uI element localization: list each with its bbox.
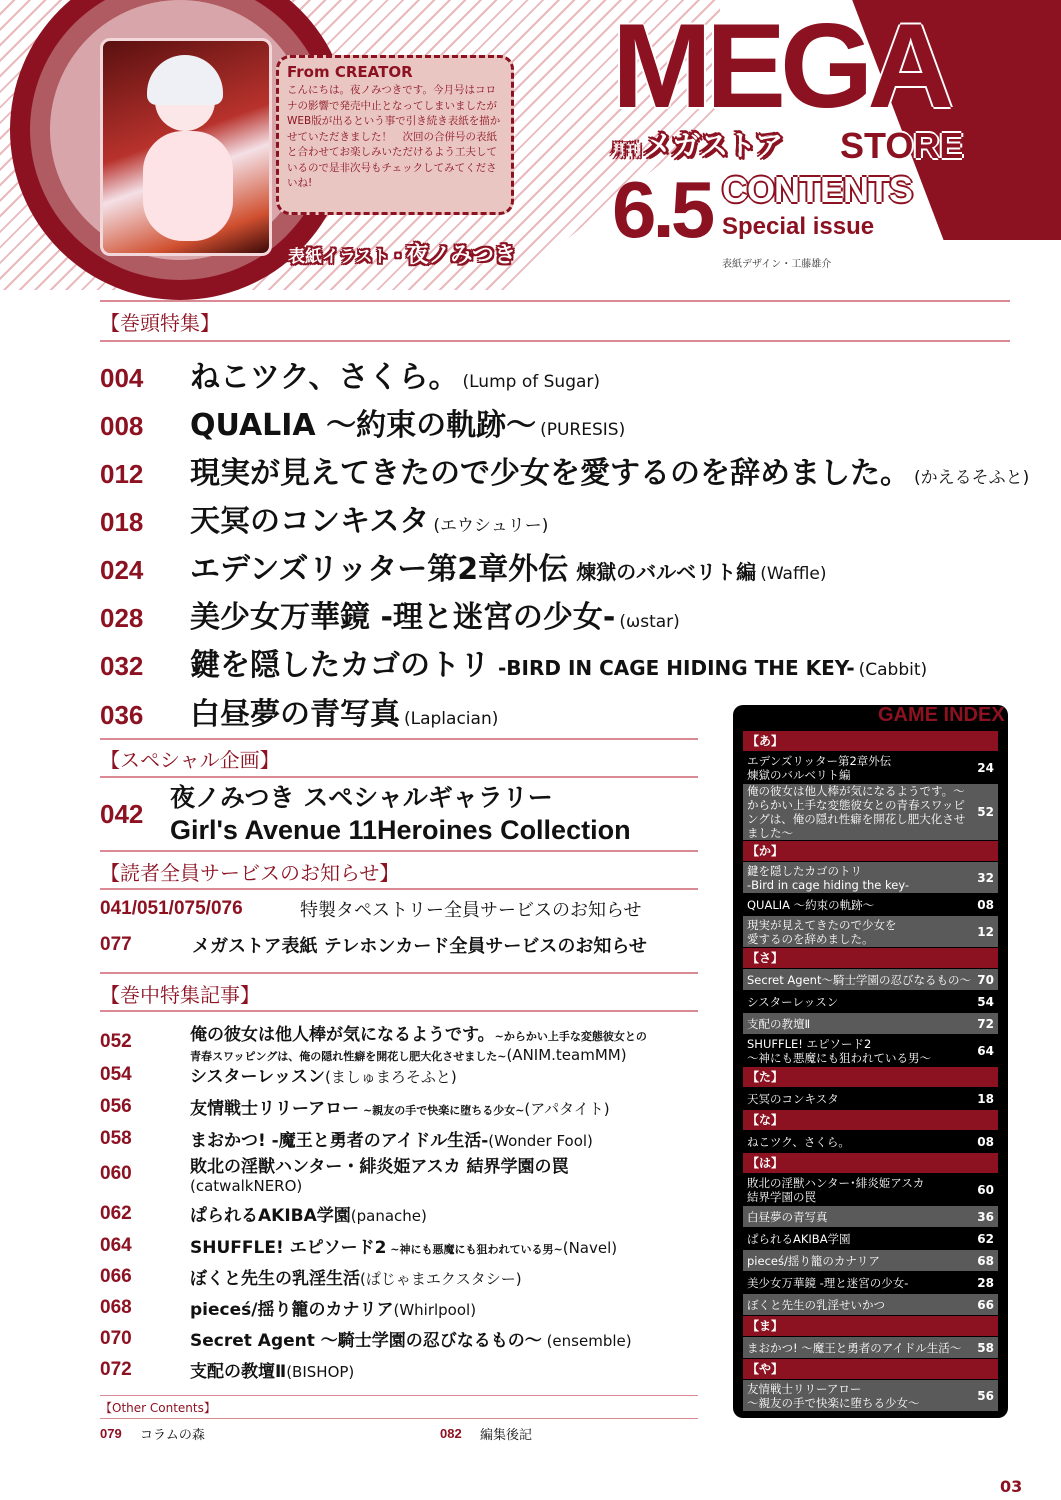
game-index-row[interactable] xyxy=(743,1337,998,1359)
article-line xyxy=(190,1295,476,1320)
brand-name: (BISHOP) xyxy=(286,1363,355,1381)
page-number: 042 xyxy=(100,798,144,829)
divider xyxy=(100,972,698,974)
index-letter-header: 【さ】 xyxy=(743,948,998,969)
page-number: 028 xyxy=(100,603,144,633)
article-text xyxy=(190,1295,476,1320)
page-number: 054 xyxy=(100,1063,132,1085)
content-title: 編集後記 xyxy=(480,1428,533,1443)
page-number: 077 xyxy=(100,934,132,955)
article-title: 敗北の淫獣ハンター・緋炎姫アスカ 結界学園の罠 xyxy=(190,1157,569,1177)
mid-article-item[interactable] xyxy=(100,1126,593,1151)
featured-item[interactable] xyxy=(100,544,827,588)
article-text xyxy=(190,1094,610,1119)
contents-title: CONTENTS xyxy=(722,169,912,210)
game-index-row[interactable] xyxy=(743,862,998,894)
index-letter-header: 【や】 xyxy=(743,1359,998,1380)
brand-name: (Laplacian) xyxy=(404,709,499,729)
article-subtitle-line2: 青春スワッピングは、俺の隠れ性癖を開花し肥大化させました~ xyxy=(190,1050,507,1063)
game-index-panel xyxy=(733,705,1008,1418)
article-title: 鍵を隠したカゴのトリ xyxy=(190,648,490,683)
game-page-number: 56 xyxy=(977,1388,994,1403)
mid-article-item[interactable] xyxy=(100,1264,522,1289)
index-letter-header: 【な】 xyxy=(743,1110,998,1131)
page-number: 012 xyxy=(100,459,144,489)
brand-name: (エウシュリー) xyxy=(433,516,549,536)
mid-article-item[interactable] xyxy=(100,1094,610,1119)
reader-service-item[interactable] xyxy=(100,896,641,922)
divider xyxy=(100,738,698,740)
other-content-item[interactable] xyxy=(440,1424,532,1443)
article-text xyxy=(190,1326,632,1351)
article-text xyxy=(190,1062,457,1087)
game-title: 白昼夢の青写真 xyxy=(747,1209,828,1224)
logo-megastore-text: メガストア xyxy=(644,129,784,162)
article-title: まおかつ! -魔王と勇者のアイドル生活- xyxy=(190,1131,489,1151)
featured-item[interactable] xyxy=(100,448,1029,492)
game-page-number: 24 xyxy=(977,760,994,775)
game-index-row[interactable] xyxy=(743,752,998,784)
game-title: 友情戦士リリーアロー ～親友の手で快楽に堕ちる少女～ xyxy=(747,1381,920,1410)
page-number: 079 xyxy=(100,1426,122,1441)
article-subtitle: ~神にも悪魔にも狙われている男~ xyxy=(386,1243,563,1256)
index-letter-header: 【は】 xyxy=(743,1153,998,1174)
game-page-number: 36 xyxy=(977,1209,994,1224)
game-title: まおかつ! ～魔王と勇者のアイドル生活～ xyxy=(747,1340,962,1355)
mid-article-item[interactable] xyxy=(100,1152,569,1195)
game-title: ぱられるAKIBA学園 xyxy=(747,1231,851,1246)
game-index-row[interactable] xyxy=(743,1088,998,1110)
article-title: 白昼夢の青写真 xyxy=(190,697,400,732)
brand-name: (ANIM.teamMM) xyxy=(506,1046,627,1064)
page-number-footer: 03 xyxy=(1000,1477,1023,1496)
credit-name: 夜ノみつき xyxy=(406,243,517,268)
article-title: 支配の教壇Ⅱ xyxy=(190,1362,287,1382)
article-line xyxy=(190,1264,522,1289)
page-number: 058 xyxy=(100,1127,132,1149)
brand-name: (Cabbit) xyxy=(858,660,928,680)
game-title: Secret Agent～騎士学園の忍びなるもの～ xyxy=(747,972,971,987)
game-page-number: 60 xyxy=(977,1182,994,1197)
divider xyxy=(100,1418,698,1419)
article-text xyxy=(190,1126,593,1151)
mid-article-item[interactable] xyxy=(100,1062,457,1087)
design-credit: 表紙デザイン・工藤雄介 xyxy=(722,259,832,270)
page-number: 004 xyxy=(100,363,144,393)
special-title-line2: Girl's Avenue 11Heroines Collection xyxy=(170,815,631,845)
mid-article-item[interactable] xyxy=(100,1201,427,1226)
article-line xyxy=(190,1020,647,1045)
game-title: シスターレッスン xyxy=(747,994,839,1009)
article-title: pieceś/揺り籠のカナリア xyxy=(190,1300,394,1320)
article-title: 友情戦士リリーアロー xyxy=(190,1099,360,1119)
game-page-number: 58 xyxy=(977,1340,994,1355)
game-page-number: 66 xyxy=(977,1297,994,1312)
article-title: エデンズリッター第2章外伝 xyxy=(190,552,569,587)
cover-illustration-credit xyxy=(288,238,516,269)
article-title: SHUFFLE! エピソード2 xyxy=(190,1238,387,1258)
brand-name: (Whirlpool) xyxy=(393,1301,477,1319)
article-text xyxy=(190,1264,522,1289)
divider xyxy=(100,300,1010,302)
game-title: pieceś/揺り籠のカナリア xyxy=(747,1253,880,1268)
mid-article-item[interactable] xyxy=(100,1020,647,1064)
article-text xyxy=(190,1152,569,1195)
game-index-title: GAME INDEX xyxy=(878,704,1005,726)
credit-label: 表紙イラスト・ xyxy=(288,247,407,267)
featured-item[interactable] xyxy=(100,400,625,444)
magazine-logo-megastore xyxy=(612,128,783,169)
game-index-row[interactable] xyxy=(743,1035,998,1067)
page-number: 064 xyxy=(100,1234,132,1256)
brand-name: (Waffle) xyxy=(760,564,827,584)
article-title: 美少女万華鏡 -理と迷宮の少女- xyxy=(190,600,616,635)
featured-item[interactable] xyxy=(100,352,600,396)
game-index-row[interactable] xyxy=(743,1131,998,1153)
mid-article-item[interactable] xyxy=(100,1233,617,1258)
game-page-number: 28 xyxy=(977,1275,994,1290)
illustration-figure-body xyxy=(143,131,233,241)
article-line xyxy=(190,1094,610,1119)
article-title: 俺の彼女は他人棒が気になるようです。 xyxy=(190,1025,495,1045)
brand-name: (panache) xyxy=(350,1207,427,1225)
game-title: 敗北の淫獣ハンター･緋炎姫アスカ 結界学園の罠 xyxy=(747,1175,925,1204)
featured-item[interactable] xyxy=(100,592,680,636)
index-letter-header: 【か】 xyxy=(743,841,998,862)
article-line xyxy=(190,1201,427,1226)
cover-illustration xyxy=(100,38,272,256)
game-title: ねこツク、さくら。 xyxy=(747,1134,850,1149)
service-title: メガストア表紙 テレホンカード全員サービスのお知らせ xyxy=(192,936,647,957)
game-index-row[interactable] xyxy=(743,1228,998,1250)
page-number: 072 xyxy=(100,1358,132,1380)
brand-name: (アパタイト) xyxy=(524,1100,610,1118)
page-number: 056 xyxy=(100,1095,132,1117)
game-index-row[interactable] xyxy=(743,1206,998,1228)
article-title: Secret Agent ～騎士学園の忍びなるもの～ xyxy=(190,1331,542,1351)
game-index-row[interactable] xyxy=(743,894,998,916)
game-index-row[interactable] xyxy=(743,1294,998,1316)
brand-name: (Lump of Sugar) xyxy=(462,372,601,392)
game-page-number: 54 xyxy=(977,994,994,1009)
article-title: シスターレッスン xyxy=(190,1067,325,1087)
article-line xyxy=(190,1357,354,1382)
page-number: 041/051/075/076 xyxy=(100,898,243,919)
brand-name: (かえるそふと) xyxy=(914,468,1030,488)
game-index-row[interactable] xyxy=(743,1174,998,1206)
creator-heading: From CREATOR xyxy=(287,63,413,81)
game-index-row[interactable] xyxy=(743,1250,998,1272)
game-index-row[interactable] xyxy=(743,1013,998,1035)
divider xyxy=(100,340,1010,342)
divider xyxy=(100,850,698,852)
special-item[interactable] xyxy=(100,782,631,846)
game-title: QUALIA ～約束の軌跡～ xyxy=(747,897,875,912)
game-title: 俺の彼女は他人棒が気になるようです。～からかい上手な変態彼女との青春スワッピングは、俺の隠れ性癖を開花し肥大化させました～ xyxy=(747,784,966,840)
article-subtitle: ~からかい上手な変態彼女との xyxy=(494,1030,647,1043)
article-title: ぼくと先生の乳淫生活 xyxy=(190,1269,360,1289)
game-index-row[interactable] xyxy=(743,969,998,991)
featured-item[interactable] xyxy=(100,689,498,733)
section-featured-heading: 【巻頭特集】 xyxy=(100,311,220,335)
article-line xyxy=(190,1233,617,1258)
page-number: 068 xyxy=(100,1296,132,1318)
index-letter-header: 【ま】 xyxy=(743,1316,998,1337)
game-index-row[interactable] xyxy=(743,991,998,1013)
brand-name: (ぱじゃまエクスタシー) xyxy=(360,1270,522,1288)
article-line xyxy=(190,1062,457,1087)
special-title-line1: 夜ノみつき スペシャルギャラリー xyxy=(170,783,553,812)
mid-article-item[interactable] xyxy=(100,1326,632,1351)
game-page-number: 18 xyxy=(977,1091,994,1106)
page-number: 008 xyxy=(100,411,144,441)
article-line xyxy=(190,1152,569,1177)
featured-item[interactable] xyxy=(100,496,548,540)
game-page-number: 32 xyxy=(977,870,994,885)
other-content-item[interactable] xyxy=(100,1424,205,1443)
game-page-number: 64 xyxy=(977,1043,994,1058)
service-title: 特製タペストリー全員サービスのお知らせ xyxy=(300,900,642,921)
page-number: 082 xyxy=(440,1426,462,1441)
game-page-number: 12 xyxy=(977,924,994,939)
page-number: 070 xyxy=(100,1327,132,1349)
brand-name: (PURESIS) xyxy=(540,420,626,440)
article-text xyxy=(190,1020,647,1064)
game-title: SHUFFLE! エピソード2 ～神にも悪魔にも狙われている男～ xyxy=(747,1036,931,1065)
issue-number: 6.5 xyxy=(612,165,712,254)
divider xyxy=(100,888,698,890)
brand-name: (ましゅまろそふと) xyxy=(324,1068,457,1086)
game-title: ぼくと先生の乳淫せいかつ xyxy=(747,1297,885,1312)
game-title: 天冥のコンキスタ xyxy=(747,1091,839,1106)
magazine-logo-mega: MEGA xyxy=(612,0,948,133)
game-page-number: 52 xyxy=(977,805,994,819)
creator-message: こんにちは。夜ノみつきです。今月号はコロナの影響で発売中止となってしまいましたがWEB版が出るという事で引き続き表紙を描かせていただきました！ 次回の合併号の表紙と合わせてお楽しみいただけるよう工夫しているので是非次号もチェックしてみてくださいね! xyxy=(287,84,501,189)
article-subtitle: 煉獄のバルベリト編 xyxy=(576,560,757,584)
section-special-heading: 【スペシャル企画】 xyxy=(100,748,280,772)
article-line xyxy=(190,1326,632,1351)
brand-name: (Navel) xyxy=(562,1239,618,1257)
mid-article-item[interactable] xyxy=(100,1295,476,1320)
page-number: 032 xyxy=(100,651,144,681)
logo-gekkan: 月刊 xyxy=(612,143,640,159)
content-title: コラムの森 xyxy=(140,1428,205,1443)
game-title: エデンズリッター第2章外伝 煉獄のバルベリト編 xyxy=(747,753,892,782)
page-number: 018 xyxy=(100,507,144,537)
index-letter-header: 【あ】 xyxy=(743,731,998,752)
article-subtitle: -BIRD IN CAGE HIDING THE KEY- xyxy=(498,656,855,680)
reader-service-item[interactable] xyxy=(100,932,647,958)
page-number: 036 xyxy=(100,700,144,730)
game-title: 鍵を隠したカゴのトリ -Bird in cage hiding the key- xyxy=(747,863,910,892)
article-text xyxy=(190,1357,354,1382)
brand-name: (catwalkNERO) xyxy=(190,1177,303,1195)
brand-name: (Wonder Fool) xyxy=(488,1132,593,1150)
game-page-number: 62 xyxy=(977,1231,994,1246)
featured-item[interactable] xyxy=(100,640,927,684)
section-mid-heading: 【巻中特集記事】 xyxy=(100,983,260,1007)
creator-message-box xyxy=(276,55,514,215)
page-number: 052 xyxy=(100,1031,132,1052)
divider xyxy=(100,1010,698,1012)
game-index-row[interactable] xyxy=(743,784,998,841)
game-title: 美少女万華鏡 -理と迷宮の少女- xyxy=(747,1275,909,1290)
section-readers-heading: 【読者全員サービスのお知らせ】 xyxy=(100,861,400,885)
article-line xyxy=(190,1126,593,1151)
illustration-figure-hair xyxy=(147,55,223,105)
brand-name: (ensemble) xyxy=(541,1332,632,1350)
article-subtitle: ~親友の手で快楽に堕ちる少女~ xyxy=(359,1104,525,1117)
article-title: ぱられるAKIBA学園 xyxy=(190,1206,351,1226)
article-title: 天冥のコンキスタ xyxy=(190,504,430,539)
game-index-row[interactable] xyxy=(743,916,998,948)
article-text xyxy=(190,1201,427,1226)
divider xyxy=(100,776,698,778)
logo-store: STORE xyxy=(840,125,964,166)
divider xyxy=(100,1395,698,1396)
game-page-number: 68 xyxy=(977,1253,994,1268)
article-title: ねこツク、さくら。 xyxy=(190,360,459,395)
section-other-heading: 【Other Contents】 xyxy=(100,1401,216,1415)
brand-name: (ωstar) xyxy=(619,612,680,632)
article-title: QUALIA ～約束の軌跡～ xyxy=(190,408,537,443)
game-page-number: 08 xyxy=(977,1134,994,1149)
game-title: 現実が見えてきたので少女を 愛するのを辞めました。 xyxy=(747,917,897,946)
game-page-number: 70 xyxy=(977,972,994,987)
special-issue-label: Special issue xyxy=(722,213,875,240)
mid-article-item[interactable] xyxy=(100,1357,354,1382)
game-title: 支配の教壇Ⅱ xyxy=(747,1016,811,1031)
page-number: 062 xyxy=(100,1202,132,1224)
page-number: 024 xyxy=(100,555,144,585)
game-page-number: 08 xyxy=(977,897,994,912)
index-letter-header: 【た】 xyxy=(743,1067,998,1088)
game-index-row[interactable] xyxy=(743,1272,998,1294)
game-page-number: 72 xyxy=(977,1016,994,1031)
article-text xyxy=(190,1233,617,1258)
page-number: 066 xyxy=(100,1265,132,1287)
article-title: 現実が見えてきたので少女を愛するのを辞めました。 xyxy=(190,456,910,491)
page-number: 060 xyxy=(100,1162,132,1184)
game-index-row[interactable] xyxy=(743,1380,998,1412)
